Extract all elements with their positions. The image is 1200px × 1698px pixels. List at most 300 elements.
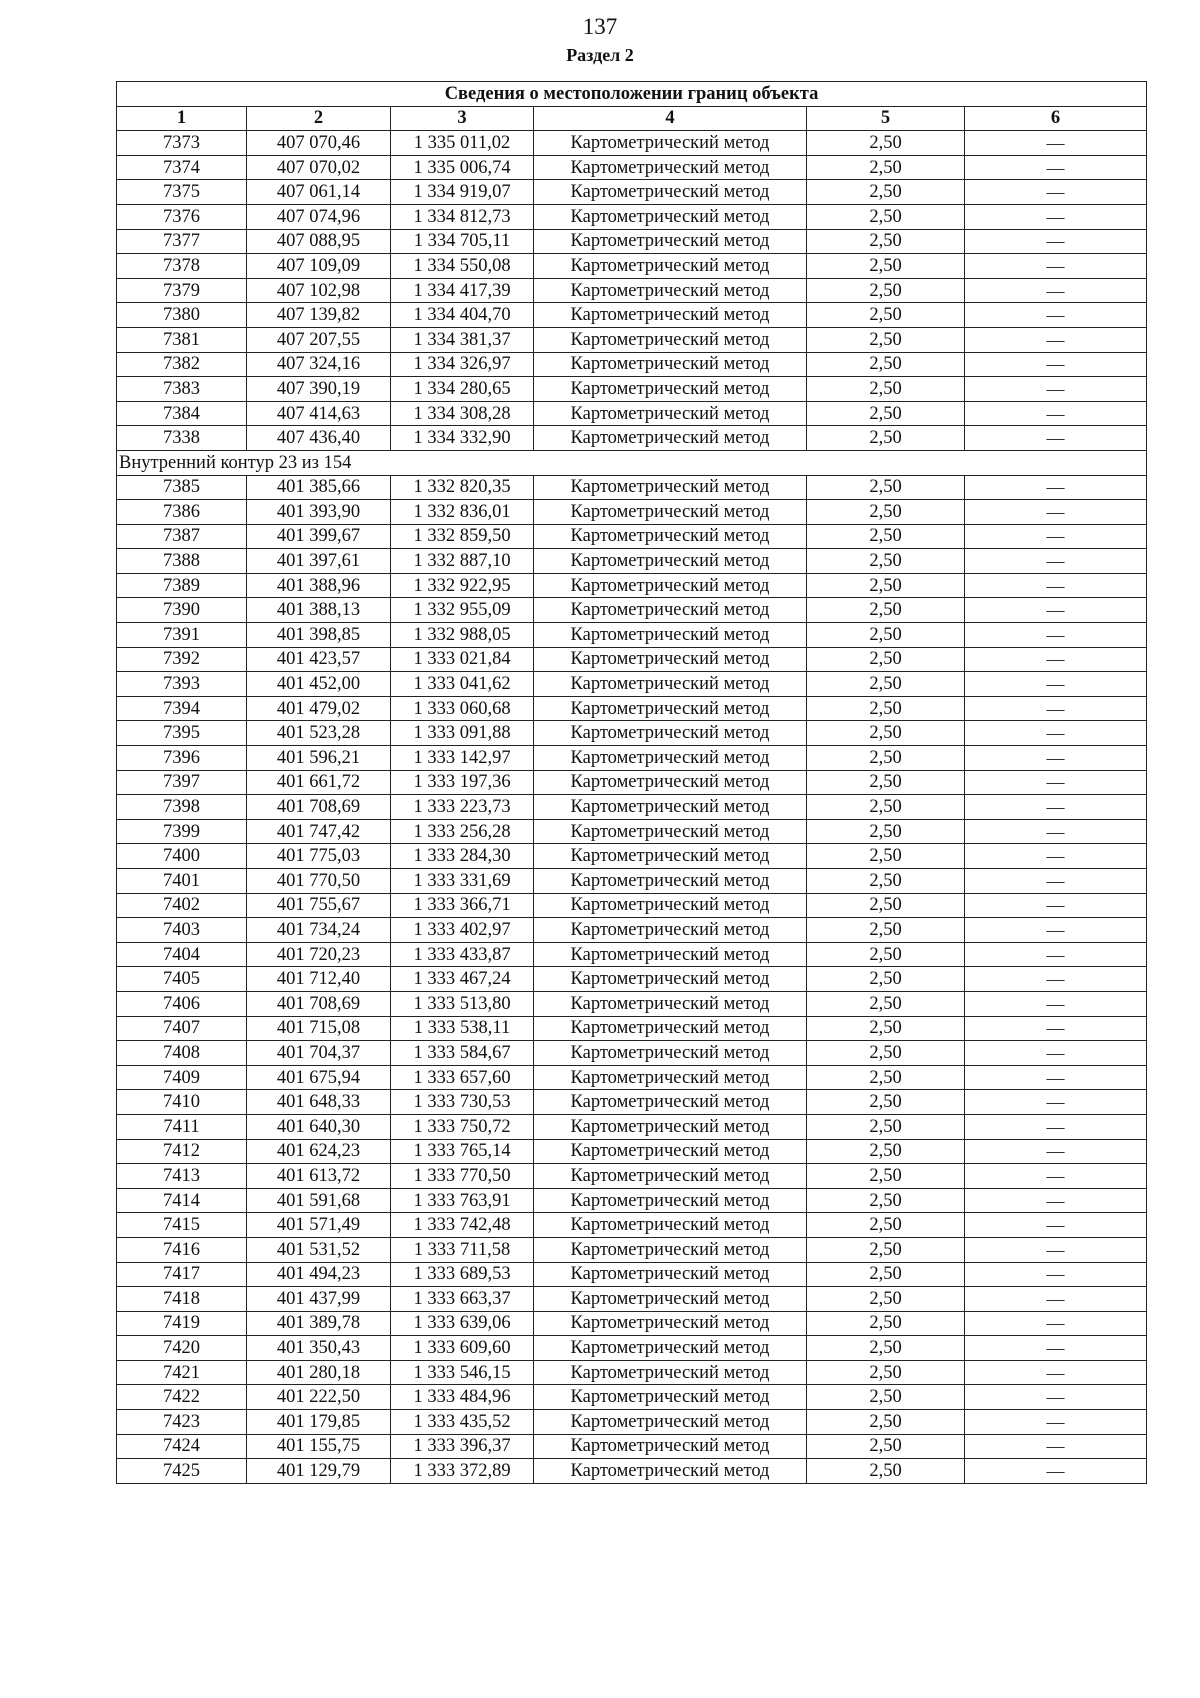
table-cell-col-1: 7398 [117,795,247,820]
table-cell-col-1: 7403 [117,918,247,943]
table-cell-col-5: 2,50 [807,942,965,967]
table-cell-col-3: 1 333 433,87 [391,942,534,967]
table-cell-col-5: 2,50 [807,672,965,697]
table-cell-col-4: Картометрический метод [534,1287,807,1312]
table-cell-col-6: — [965,1336,1147,1361]
table-cell-col-2: 401 494,23 [247,1262,391,1287]
table-row [117,1041,1147,1066]
table-cell-col-4: Картометрический метод [534,1139,807,1164]
table-cell-col-6: — [965,204,1147,229]
table-cell-col-5: 2,50 [807,475,965,500]
table-row [117,155,1147,180]
table-cell-col-4: Картометрический метод [534,795,807,820]
table-cell-col-6: — [965,991,1147,1016]
table-cell-col-5: 2,50 [807,155,965,180]
table-cell-col-2: 401 591,68 [247,1188,391,1213]
table-row [117,180,1147,205]
table-cell-col-5: 2,50 [807,1336,965,1361]
table-cell-col-4: Картометрический метод [534,1016,807,1041]
table-title: Сведения о местоположении границ объекта [117,82,1147,107]
table-cell-col-6: — [965,1459,1147,1484]
table-cell-col-5: 2,50 [807,746,965,771]
table-row [117,352,1147,377]
table-cell-col-5: 2,50 [807,1213,965,1238]
table-row [117,721,1147,746]
page-number: 137 [582,14,618,39]
table-cell-col-6: — [965,1237,1147,1262]
table-cell-col-2: 407 109,09 [247,254,391,279]
table-cell-col-4: Картометрический метод [534,303,807,328]
table-row [117,131,1147,156]
table-cell-col-2: 401 712,40 [247,967,391,992]
table-cell-col-6: — [965,327,1147,352]
table-cell-col-2: 401 596,21 [247,746,391,771]
table-cell-col-6: — [965,131,1147,156]
table-cell-col-2: 401 437,99 [247,1287,391,1312]
table-cell-col-3: 1 332 922,95 [391,573,534,598]
table-cell-col-5: 2,50 [807,647,965,672]
table-cell-col-1: 7379 [117,278,247,303]
table-cell-col-1: 7373 [117,131,247,156]
table-cell-col-2: 407 102,98 [247,278,391,303]
table-cell-col-6: — [965,524,1147,549]
table-cell-col-5: 2,50 [807,426,965,451]
table-row [117,1459,1147,1484]
table-cell-col-3: 1 334 381,37 [391,327,534,352]
table-row [117,1139,1147,1164]
table-row [117,672,1147,697]
table-cell-col-3: 1 333 402,97 [391,918,534,943]
table-cell-col-1: 7400 [117,844,247,869]
table-cell-col-3: 1 334 417,39 [391,278,534,303]
table-cell-col-6: — [965,647,1147,672]
table-cell-col-5: 2,50 [807,967,965,992]
table-cell-col-6: — [965,770,1147,795]
table-cell-col-6: — [965,1434,1147,1459]
table-cell-col-2: 407 390,19 [247,377,391,402]
table-cell-col-5: 2,50 [807,377,965,402]
table-cell-col-4: Картометрический метод [534,131,807,156]
table-cell-col-1: 7417 [117,1262,247,1287]
table-cell-col-3: 1 332 887,10 [391,549,534,574]
table-cell-col-2: 401 571,49 [247,1213,391,1238]
table-cell-col-2: 401 747,42 [247,819,391,844]
table-cell-col-4: Картометрический метод [534,327,807,352]
table-row [117,500,1147,525]
table-cell-col-4: Картометрический метод [534,204,807,229]
table-cell-col-1: 7425 [117,1459,247,1484]
table-cell-col-4: Картометрический метод [534,573,807,598]
table-cell-col-1: 7418 [117,1287,247,1312]
table-cell-col-3: 1 333 467,24 [391,967,534,992]
table-cell-col-2: 401 734,24 [247,918,391,943]
table-cell-col-2: 407 324,16 [247,352,391,377]
table-cell-col-1: 7419 [117,1311,247,1336]
table-cell-col-2: 401 155,75 [247,1434,391,1459]
table-cell-col-4: Картометрический метод [534,524,807,549]
table-cell-col-3: 1 333 657,60 [391,1065,534,1090]
table-cell-col-1: 7406 [117,991,247,1016]
table-row [117,819,1147,844]
table-cell-col-4: Картометрический метод [534,1041,807,1066]
table-cell-col-6: — [965,1385,1147,1410]
table-row [117,1016,1147,1041]
table-cell-col-2: 401 775,03 [247,844,391,869]
table-cell-col-6: — [965,869,1147,894]
column-header: 3 [391,106,534,131]
table-cell-col-2: 407 139,82 [247,303,391,328]
table-row [117,623,1147,648]
table-cell-col-1: 7376 [117,204,247,229]
table-cell-col-6: — [965,1065,1147,1090]
table-cell-col-3: 1 334 550,08 [391,254,534,279]
table-cell-col-5: 2,50 [807,1237,965,1262]
table-cell-col-3: 1 333 538,11 [391,1016,534,1041]
table-cell-col-5: 2,50 [807,721,965,746]
table-cell-col-3: 1 334 280,65 [391,377,534,402]
table-cell-col-4: Картометрический метод [534,549,807,574]
table-cell-col-6: — [965,721,1147,746]
table-cell-col-2: 401 393,90 [247,500,391,525]
table-cell-col-2: 401 479,02 [247,696,391,721]
table-cell-col-4: Картометрический метод [534,1311,807,1336]
table-cell-col-1: 7422 [117,1385,247,1410]
table-cell-col-6: — [965,598,1147,623]
table-row [117,1188,1147,1213]
column-header: 2 [247,106,391,131]
table-cell-col-3: 1 332 955,09 [391,598,534,623]
table-cell-col-5: 2,50 [807,1385,965,1410]
table-cell-col-4: Картометрический метод [534,623,807,648]
table-cell-col-6: — [965,229,1147,254]
table-cell-col-5: 2,50 [807,131,965,156]
table-row [117,696,1147,721]
table-cell-col-4: Картометрический метод [534,1114,807,1139]
table-row [117,1237,1147,1262]
table-cell-col-2: 401 613,72 [247,1164,391,1189]
table-cell-col-1: 7401 [117,869,247,894]
table-cell-col-5: 2,50 [807,204,965,229]
table-cell-col-2: 401 385,66 [247,475,391,500]
table-cell-col-4: Картометрический метод [534,770,807,795]
table-row [117,1336,1147,1361]
table-cell-col-6: — [965,278,1147,303]
table-row [117,254,1147,279]
table-cell-col-1: 7404 [117,942,247,967]
table-cell-col-6: — [965,303,1147,328]
table-cell-col-2: 401 770,50 [247,869,391,894]
table-cell-col-4: Картометрический метод [534,1237,807,1262]
table-cell-col-3: 1 333 256,28 [391,819,534,844]
table-cell-col-3: 1 334 812,73 [391,204,534,229]
table-cell-col-5: 2,50 [807,254,965,279]
table-cell-col-2: 401 704,37 [247,1041,391,1066]
table-row [117,377,1147,402]
table-cell-col-5: 2,50 [807,1090,965,1115]
table-cell-col-2: 401 397,61 [247,549,391,574]
table-row [117,1090,1147,1115]
table-cell-col-1: 7374 [117,155,247,180]
table-row [117,303,1147,328]
table-cell-col-1: 7414 [117,1188,247,1213]
table-cell-col-5: 2,50 [807,795,965,820]
table-cell-col-1: 7412 [117,1139,247,1164]
table-cell-col-1: 7338 [117,426,247,451]
table-cell-col-4: Картометрический метод [534,1336,807,1361]
table-cell-col-1: 7424 [117,1434,247,1459]
table-row [117,229,1147,254]
table-cell-col-5: 2,50 [807,303,965,328]
table-cell-col-4: Картометрический метод [534,672,807,697]
table-cell-col-3: 1 334 332,90 [391,426,534,451]
table-cell-col-4: Картометрический метод [534,1434,807,1459]
table-cell-col-5: 2,50 [807,1188,965,1213]
table-cell-col-6: — [965,1041,1147,1066]
table-cell-col-3: 1 333 513,80 [391,991,534,1016]
table-cell-col-4: Картометрический метод [534,721,807,746]
table-cell-col-2: 401 222,50 [247,1385,391,1410]
table-cell-col-4: Картометрический метод [534,500,807,525]
table-row [117,524,1147,549]
section-title: Раздел 2 [566,45,634,65]
table-cell-col-1: 7395 [117,721,247,746]
table-cell-col-5: 2,50 [807,844,965,869]
table-cell-col-6: — [965,893,1147,918]
table-row [117,795,1147,820]
table-cell-col-6: — [965,1016,1147,1041]
table-cell-col-5: 2,50 [807,1287,965,1312]
table-cell-col-3: 1 333 609,60 [391,1336,534,1361]
table-cell-col-6: — [965,1311,1147,1336]
table-row [117,1287,1147,1312]
table-cell-col-1: 7413 [117,1164,247,1189]
contour-separator [117,450,1147,475]
table-cell-col-2: 401 624,23 [247,1139,391,1164]
table-cell-col-1: 7389 [117,573,247,598]
table-cell-col-6: — [965,180,1147,205]
column-header: 4 [534,106,807,131]
table-body-block-2 [117,475,1147,1483]
table-cell-col-1: 7390 [117,598,247,623]
table-cell-col-3: 1 333 284,30 [391,844,534,869]
table-cell-col-4: Картометрический метод [534,967,807,992]
table-cell-col-1: 7387 [117,524,247,549]
table-cell-col-1: 7384 [117,401,247,426]
boundary-coordinates-table [116,81,1147,1484]
table-cell-col-4: Картометрический метод [534,1090,807,1115]
table-cell-col-4: Картометрический метод [534,696,807,721]
table-row [117,967,1147,992]
table-cell-col-6: — [965,475,1147,500]
table-cell-col-6: — [965,1262,1147,1287]
table-cell-col-5: 2,50 [807,1164,965,1189]
table-cell-col-6: — [965,155,1147,180]
table-cell-col-1: 7382 [117,352,247,377]
table-cell-col-1: 7407 [117,1016,247,1041]
table-cell-col-1: 7405 [117,967,247,992]
table-cell-col-5: 2,50 [807,352,965,377]
table-row [117,401,1147,426]
table-row [117,1434,1147,1459]
table-cell-col-4: Картометрический метод [534,401,807,426]
table-cell-col-6: — [965,844,1147,869]
table-cell-col-6: — [965,746,1147,771]
table-cell-col-5: 2,50 [807,598,965,623]
table-cell-col-3: 1 333 331,69 [391,869,534,894]
table-cell-col-5: 2,50 [807,991,965,1016]
table-cell-col-2: 401 350,43 [247,1336,391,1361]
table-cell-col-2: 401 661,72 [247,770,391,795]
table-row [117,1065,1147,1090]
table-cell-col-6: — [965,1164,1147,1189]
table-cell-col-1: 7411 [117,1114,247,1139]
table-title-row [117,82,1147,107]
table-cell-col-3: 1 335 006,74 [391,155,534,180]
table-cell-col-1: 7375 [117,180,247,205]
table-cell-col-6: — [965,1410,1147,1435]
table-cell-col-6: — [965,573,1147,598]
table-cell-col-6: — [965,500,1147,525]
table-cell-col-4: Картометрический метод [534,893,807,918]
table-cell-col-4: Картометрический метод [534,647,807,672]
table-row [117,1360,1147,1385]
table-cell-col-1: 7378 [117,254,247,279]
table-cell-col-4: Картометрический метод [534,229,807,254]
table-cell-col-4: Картометрический метод [534,819,807,844]
table-cell-col-1: 7391 [117,623,247,648]
table-cell-col-1: 7408 [117,1041,247,1066]
table-cell-col-4: Картометрический метод [534,426,807,451]
table-cell-col-1: 7383 [117,377,247,402]
table-cell-col-5: 2,50 [807,623,965,648]
table-row [117,1410,1147,1435]
table-cell-col-6: — [965,1213,1147,1238]
table-cell-col-5: 2,50 [807,1016,965,1041]
table-cell-col-3: 1 333 372,89 [391,1459,534,1484]
table-cell-col-5: 2,50 [807,1065,965,1090]
table-row [117,278,1147,303]
table-cell-col-2: 401 388,96 [247,573,391,598]
table-cell-col-5: 2,50 [807,869,965,894]
table-cell-col-5: 2,50 [807,770,965,795]
table-cell-col-1: 7380 [117,303,247,328]
table-cell-col-3: 1 334 308,28 [391,401,534,426]
table-cell-col-1: 7386 [117,500,247,525]
table-cell-col-1: 7421 [117,1360,247,1385]
table-cell-col-5: 2,50 [807,573,965,598]
table-cell-col-5: 2,50 [807,1459,965,1484]
table-cell-col-2: 401 389,78 [247,1311,391,1336]
table-row [117,327,1147,352]
table-cell-col-4: Картометрический метод [534,746,807,771]
table-cell-col-2: 401 715,08 [247,1016,391,1041]
table-cell-col-3: 1 333 435,52 [391,1410,534,1435]
table-row [117,893,1147,918]
table-cell-col-1: 7409 [117,1065,247,1090]
table-row [117,549,1147,574]
table-cell-col-1: 7415 [117,1213,247,1238]
table-row [117,598,1147,623]
table-cell-col-6: — [965,623,1147,648]
table-cell-col-6: — [965,918,1147,943]
table-row [117,770,1147,795]
table-cell-col-4: Картометрический метод [534,377,807,402]
table-cell-col-5: 2,50 [807,180,965,205]
table-cell-col-2: 401 720,23 [247,942,391,967]
table-row [117,426,1147,451]
table-cell-col-2: 407 074,96 [247,204,391,229]
table-cell-col-4: Картометрический метод [534,254,807,279]
table-cell-col-6: — [965,1287,1147,1312]
table-cell-col-5: 2,50 [807,500,965,525]
table-cell-col-2: 407 070,02 [247,155,391,180]
table-cell-col-2: 407 070,46 [247,131,391,156]
column-header: 5 [807,106,965,131]
table-cell-col-1: 7377 [117,229,247,254]
table-cell-col-5: 2,50 [807,1434,965,1459]
table-cell-col-1: 7410 [117,1090,247,1115]
table-cell-col-6: — [965,426,1147,451]
table-cell-col-1: 7397 [117,770,247,795]
table-cell-col-1: 7392 [117,647,247,672]
table-cell-col-4: Картометрический метод [534,991,807,1016]
table-cell-col-3: 1 333 484,96 [391,1385,534,1410]
table-cell-col-3: 1 334 919,07 [391,180,534,205]
table-cell-col-6: — [965,1114,1147,1139]
table-cell-col-2: 401 388,13 [247,598,391,623]
table-cell-col-2: 401 129,79 [247,1459,391,1484]
table-cell-col-3: 1 332 859,50 [391,524,534,549]
table-cell-col-3: 1 334 705,11 [391,229,534,254]
table-cell-col-5: 2,50 [807,893,965,918]
table-cell-col-4: Картометрический метод [534,1410,807,1435]
table-cell-col-5: 2,50 [807,1139,965,1164]
table-cell-col-2: 401 648,33 [247,1090,391,1115]
table-cell-col-3: 1 333 223,73 [391,795,534,820]
table-cell-col-6: — [965,819,1147,844]
table-cell-col-2: 401 523,28 [247,721,391,746]
table-cell-col-3: 1 333 091,88 [391,721,534,746]
table-cell-col-6: — [965,967,1147,992]
table-cell-col-4: Картометрический метод [534,942,807,967]
table-cell-col-3: 1 333 763,91 [391,1188,534,1213]
table-cell-col-2: 401 423,57 [247,647,391,672]
table-cell-col-5: 2,50 [807,549,965,574]
table-cell-col-4: Картометрический метод [534,869,807,894]
table-cell-col-2: 407 414,63 [247,401,391,426]
table-body-block-1 [117,131,1147,451]
table-cell-col-4: Картометрический метод [534,918,807,943]
table-cell-col-5: 2,50 [807,1041,965,1066]
table-cell-col-2: 407 207,55 [247,327,391,352]
table-cell-col-4: Картометрический метод [534,1360,807,1385]
table-cell-col-2: 401 179,85 [247,1410,391,1435]
table-cell-col-3: 1 333 060,68 [391,696,534,721]
table-row [117,1213,1147,1238]
table-cell-col-4: Картометрический метод [534,352,807,377]
table-cell-col-6: — [965,401,1147,426]
table-cell-col-4: Картометрический метод [534,1262,807,1287]
table-cell-col-4: Картометрический метод [534,1459,807,1484]
table-cell-col-2: 407 436,40 [247,426,391,451]
table-cell-col-5: 2,50 [807,1114,965,1139]
table-cell-col-3: 1 333 197,36 [391,770,534,795]
table-row [117,1262,1147,1287]
table-cell-col-4: Картометрический метод [534,1188,807,1213]
table-cell-col-1: 7423 [117,1410,247,1435]
column-header-row [117,106,1147,131]
column-header: 6 [965,106,1147,131]
